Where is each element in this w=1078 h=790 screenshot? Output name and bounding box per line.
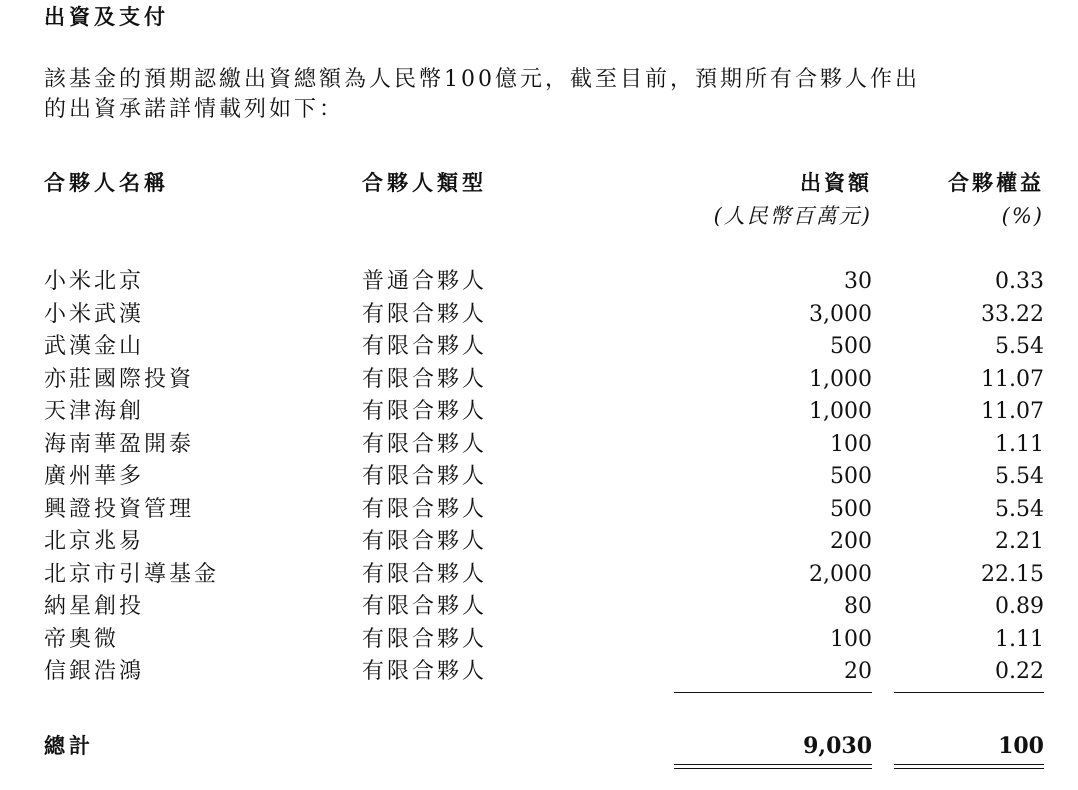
share-cell: 1.11 bbox=[995, 626, 1044, 652]
table-row bbox=[0, 331, 1078, 364]
table-row bbox=[0, 396, 1078, 429]
share-cell: 0.89 bbox=[995, 594, 1044, 619]
amount-cell: 30 bbox=[844, 269, 872, 294]
table-row bbox=[0, 266, 1078, 299]
amount-cell: 80 bbox=[844, 594, 872, 619]
partner-type-cell: 有限合夥人 bbox=[362, 366, 488, 392]
share-cell: 11.07 bbox=[981, 399, 1044, 424]
total-label: 總計 bbox=[44, 734, 94, 758]
partner-type-cell: 有限合夥人 bbox=[362, 464, 488, 489]
partner-name-cell: 海南華盈開泰 bbox=[44, 431, 195, 457]
section-title: 出資及支付 bbox=[44, 5, 169, 29]
share-cell: 33.22 bbox=[981, 301, 1044, 327]
total-amount: 9,030 bbox=[803, 733, 872, 759]
partner-name-cell: 廣州華多 bbox=[44, 464, 145, 489]
amount-cell: 500 bbox=[830, 334, 872, 359]
table-row bbox=[0, 559, 1078, 592]
partner-name-cell: 帝奧微 bbox=[44, 626, 120, 652]
total-double-rule-amount bbox=[674, 764, 872, 769]
share-cell: 22.15 bbox=[981, 561, 1044, 587]
partner-type-cell: 有限合夥人 bbox=[362, 561, 488, 587]
amount-cell: 1,000 bbox=[809, 399, 872, 424]
share-cell: 1.11 bbox=[995, 431, 1044, 457]
amount-cell: 100 bbox=[830, 626, 872, 652]
partner-name-cell: 武漢金山 bbox=[44, 334, 145, 359]
partner-type-cell: 有限合夥人 bbox=[362, 399, 488, 424]
partner-name-cell: 信銀浩鴻 bbox=[44, 659, 145, 684]
header-amount-unit: (人民幣百萬元) bbox=[713, 204, 872, 228]
table-row bbox=[0, 624, 1078, 657]
amount-cell: 500 bbox=[830, 496, 872, 522]
amount-cell: 200 bbox=[830, 529, 872, 554]
amount-cell: 500 bbox=[830, 464, 872, 489]
intro-paragraph bbox=[44, 65, 1054, 125]
partner-name-cell: 小米北京 bbox=[44, 269, 145, 294]
table-row bbox=[0, 429, 1078, 462]
header-partner-type: 合夥人類型 bbox=[362, 171, 487, 195]
amount-cell: 1,000 bbox=[809, 366, 872, 392]
table-row bbox=[0, 591, 1078, 624]
table-row bbox=[0, 656, 1078, 689]
partner-name-cell: 亦莊國際投資 bbox=[44, 366, 195, 392]
partner-name-cell: 北京市引導基金 bbox=[44, 561, 220, 587]
amount-cell: 100 bbox=[830, 431, 872, 457]
partner-type-cell: 有限合夥人 bbox=[362, 626, 488, 652]
share-cell: 0.22 bbox=[995, 659, 1044, 684]
amount-cell: 20 bbox=[844, 659, 872, 684]
share-cell: 5.54 bbox=[995, 464, 1044, 489]
header-share-unit: (%) bbox=[1001, 204, 1044, 228]
header-contribution-amount: 出資額 bbox=[800, 171, 872, 195]
subtotal-rule-amount bbox=[674, 692, 872, 693]
partner-table-body bbox=[0, 266, 1078, 689]
total-share: 100 bbox=[998, 733, 1044, 759]
partner-type-cell: 有限合夥人 bbox=[362, 529, 488, 554]
share-cell: 2.21 bbox=[995, 529, 1044, 554]
table-row bbox=[0, 526, 1078, 559]
partner-name-cell: 小米武漢 bbox=[44, 301, 145, 327]
header-partner-name: 合夥人名稱 bbox=[44, 171, 169, 195]
partner-type-cell: 普通合夥人 bbox=[362, 269, 488, 294]
partner-type-cell: 有限合夥人 bbox=[362, 431, 488, 457]
amount-cell: 2,000 bbox=[809, 561, 872, 587]
partner-name-cell: 北京兆易 bbox=[44, 529, 145, 554]
intro-paragraph-line-1: 該基金的預期認繳出資總額為人民幣100億元，截至目前，預期所有合夥人作出 bbox=[44, 67, 920, 92]
share-cell: 0.33 bbox=[995, 269, 1044, 294]
share-cell: 5.54 bbox=[995, 334, 1044, 359]
partner-type-cell: 有限合夥人 bbox=[362, 301, 488, 327]
table-row bbox=[0, 461, 1078, 494]
partner-type-cell: 有限合夥人 bbox=[362, 496, 488, 522]
table-row bbox=[0, 494, 1078, 527]
subtotal-rule-share bbox=[894, 692, 1044, 693]
share-cell: 5.54 bbox=[995, 496, 1044, 522]
amount-cell: 3,000 bbox=[809, 301, 872, 327]
partner-type-cell: 有限合夥人 bbox=[362, 334, 488, 359]
partner-name-cell: 興證投資管理 bbox=[44, 496, 195, 522]
partner-name-cell: 天津海創 bbox=[44, 399, 145, 424]
partner-name-cell: 納星創投 bbox=[44, 594, 145, 619]
header-partnership-interest: 合夥權益 bbox=[948, 171, 1044, 195]
intro-paragraph-line-2: 的出資承諾詳情載列如下： bbox=[44, 97, 345, 122]
share-cell: 11.07 bbox=[981, 366, 1044, 392]
table-row bbox=[0, 364, 1078, 397]
table-row bbox=[0, 299, 1078, 332]
partner-type-cell: 有限合夥人 bbox=[362, 659, 488, 684]
partner-type-cell: 有限合夥人 bbox=[362, 594, 488, 619]
total-double-rule-share bbox=[894, 764, 1044, 769]
